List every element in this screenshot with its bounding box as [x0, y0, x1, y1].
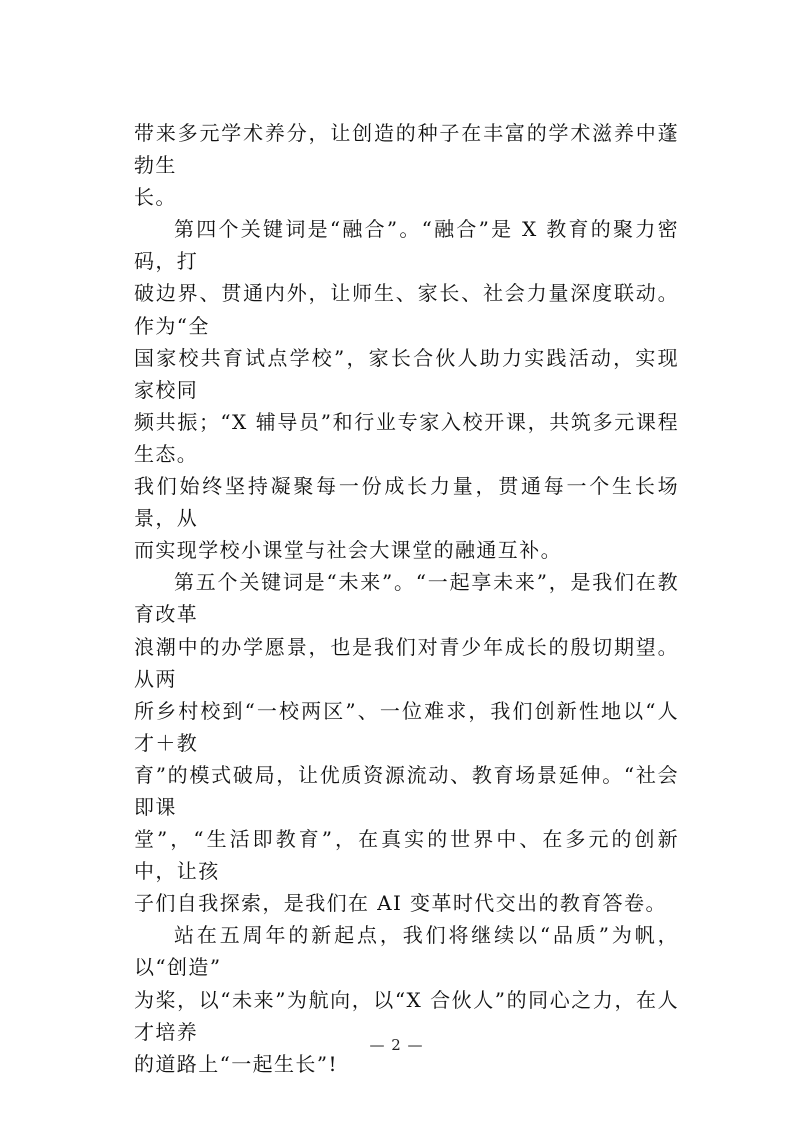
text-line: 而实现学校小课堂与社会大课堂的融通互补。	[134, 538, 562, 563]
text-line: 破边界、贯通内外，让师生、家长、社会力量深度联动。作为“全	[134, 281, 679, 338]
text-line: 浪潮中的办学愿景，也是我们对青少年成长的殷切期望。从两	[134, 634, 679, 691]
paragraph-conclusion	[134, 919, 679, 1079]
text-line: 所乡村校到“一校两区”、一位难求，我们创新性地以“人才＋教	[134, 698, 679, 755]
body-text	[134, 117, 679, 1080]
text-line: 第五个关键词是“未来”。“一起享未来”，是我们在教育改革	[134, 570, 679, 627]
text-line: 第四个关键词是“融合”。“融合”是 X 教育的聚力密码，打	[134, 217, 679, 274]
text-line: 育”的模式破局，让优质资源流动、教育场景延伸。“社会即课	[134, 762, 679, 819]
text-line: 子们自我探索，是我们在 AI 变革时代交出的教育答卷。	[134, 891, 667, 916]
text-line: 的道路上“一起生长”!	[134, 1051, 338, 1076]
paragraph-continuation	[134, 117, 679, 213]
text-line: 国家校共育试点学校”，家长合伙人助力实践活动，实现家校同	[134, 345, 679, 402]
text-line: 站在五周年的新起点，我们将继续以“品质”为帆，以“创造”	[134, 923, 679, 980]
text-line: 为桨，以“未来”为航向，以“X 合伙人”的同心之力，在人才培养	[134, 987, 679, 1044]
page-number: — 2 —	[369, 1036, 424, 1054]
text-line: 我们始终坚持凝聚每一份成长力量，贯通每一个生长场景，从	[134, 474, 679, 531]
text-line: 长。	[134, 185, 177, 210]
paragraph-keyword-fusion	[134, 213, 679, 566]
text-line: 频共振；“X 辅导员”和行业专家入校开课，共筑多元课程生态。	[134, 409, 679, 466]
text-line: 带来多元学术养分，让创造的种子在丰富的学术滋养中蓬勃生	[134, 121, 679, 178]
paragraph-keyword-future	[134, 566, 679, 919]
text-line: 堂”，“生活即教育”，在真实的世界中、在多元的创新中，让孩	[134, 827, 679, 884]
